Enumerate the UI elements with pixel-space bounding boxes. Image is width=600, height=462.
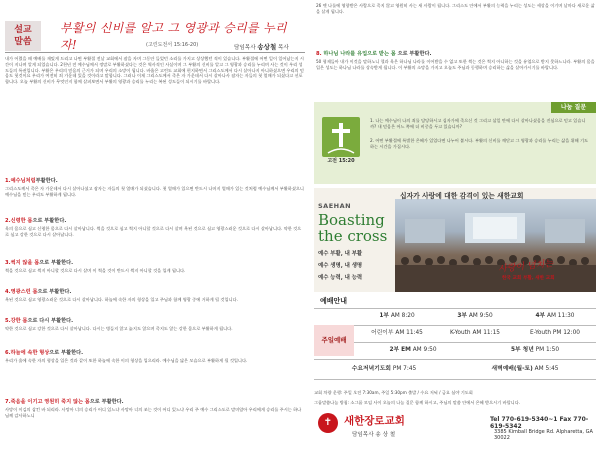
point-body: 썩을 것으로 심고 썩지 아니할 것으로 다시 살며 이 썩을 것이 반드시 썩지 아니할 것을 입게 됩니다. [5, 268, 186, 273]
discussion-question-2: 2. 어떤 부활절에 특별한 은혜가 있었다면 나누어 봅시다. 부활의 신비를 깨닫고 그 영광과 승리를 누리는 삶을 위해 기도하는 시간을 가집시다. [370, 138, 589, 149]
table-line [314, 379, 596, 380]
banner-line-2: 예수 생명, 내 생명 [318, 263, 363, 269]
point-8-num: 8. [316, 51, 322, 57]
table-cell: 새벽예배(월-토) AM 5:45 [491, 366, 559, 372]
table-row [314, 362, 596, 378]
table-cell: 2부 EM AM 9:50 [389, 347, 437, 353]
point-num: 5. [5, 318, 11, 324]
vehicle-note: 교회 차량 운행: 주일 오전 7:30am, 주일 5:30pm 출발 / 수요 저녁 / 금요 심야 기도회 [314, 390, 473, 395]
table-cell: E-Youth PM 12:00 [530, 330, 580, 336]
church-address: 3385 Kimball Bridge Rd. Alpharetta, GA 30022 [494, 429, 593, 441]
group-note: 그룹말씀나눔 방침: 소그룹 모임 사이 오늘의 나눔 질문 함께 하시고, 주님의 말씀 안에서 은혜 받으시기 바랍니다. [314, 400, 521, 405]
banner-script: 사랑이 넘치는 [497, 259, 554, 275]
point-highlight: 영광스런 몸 [10, 289, 38, 295]
sermon-badge [5, 21, 41, 51]
point-heading [5, 350, 305, 357]
point-num: 3. [5, 260, 11, 266]
point-highlight: 강한 몸 [10, 318, 28, 324]
pastor-name: 담임목사 송 상 철 [352, 432, 396, 438]
point-body: 우리가 흙에 속한 자의 형상을 입은 것과 같이 또한 하늘에 속한 이의 형상을 입으리라. 예수님을 닮은 모습으로 부활하게 될 것입니다. [5, 358, 248, 363]
point-num: 7. [5, 399, 11, 405]
church-name: 새한장로교회 [344, 415, 405, 427]
point-highlight: 신령한 몸 [10, 218, 33, 224]
point-rest: 으로 부활한다. [39, 260, 74, 266]
author-suffix: 목사 [278, 45, 289, 51]
point-num: 1. [5, 178, 11, 184]
table-row [314, 309, 596, 325]
banner-line-1: 예수 부활, 내 부활 [318, 251, 363, 257]
worship-title: 예배안내 [320, 297, 348, 305]
table-cell: 어린이부 AM 11:45 [371, 330, 423, 336]
point-heading [5, 289, 305, 296]
table-line [314, 359, 596, 360]
sunday-worship-label: 주일예배 [314, 325, 354, 356]
point-num: 2. [5, 218, 11, 224]
banner-tagline: 십자가 사랑에 대한 감격이 있는 새한교회 [400, 192, 524, 200]
point-heading [5, 218, 305, 225]
point-num: 6. [5, 350, 11, 356]
banner-boasting: Boasting [318, 211, 385, 229]
table-row [314, 343, 596, 359]
point-highlight: 썩지 않을 몸 [10, 260, 40, 266]
banner-the-cross: the cross [318, 227, 388, 245]
point-rest: 으로 부활한다. [32, 218, 67, 224]
sermon-author [234, 42, 289, 51]
church-phone: Tel 770-619-5340~1 Fax 770-619-5342 [490, 416, 589, 430]
table-cell: K-Youth AM 11:15 [450, 330, 500, 336]
point-highlight: 예수님처럼 [10, 178, 36, 184]
table-cell: 수요저녁기도회 PM 7:45 [351, 366, 417, 372]
author-label: 담임목사 [234, 45, 256, 51]
title-divider [5, 52, 305, 53]
congregation-photo [395, 199, 596, 292]
point-num: 4. [5, 289, 11, 295]
point-heading [5, 399, 305, 406]
point-body: 약한 것으로 심고 강한 것으로 다시 살아납니다. 다시는 병들지 않고 늙지도 않으며 죽지도 않는 강한 몸으로 부활하게 됩니다. [5, 326, 233, 331]
point-rest: 으로 부활한다. [37, 289, 72, 295]
table-cell: 5부 청년 PM 1:50 [510, 347, 560, 353]
banner-line-3: 예수 능력, 내 능력 [318, 275, 363, 281]
sermon-intro: 내가 어렸을 때 예배를 재밌게 드리고 나면 부활절 전날 교회에서 잠을 자며 그동안 들었던 소리를 가지고 상상했던 적이 있습니다. 부활절에 어떤 일이 일어났는지 시간이 지나며 알게 되었습니다. 2천년 전 예수님께서 정말로 부활하셨다는 것은 역사적인 사실이며 그 부활의 신비를 알고 그 영광과 승리를 누리며 사는 것이 우리 성도들의 특권입니다. 부활은 우리의 믿음의 근거가 되며 우리의 소망이 됩니다. 바울은 고린도 교회에 편지하면서 그리스도께서 다시 살아나지 아니하셨으면 우리의 믿음도 헛것이요 우리가 여전히 죄 가운데 있을 것이라고 말합니다. 그러나 이제 그리스도께서 죽은 자 가운데서 다시 살아나사 잠자는 자들의 첫 열매가 되셨다고 선포합니다. 오늘 부활의 신비가 무엇인지 함께 살펴보면서 부활의 영광과 승리를 누리는 복된 성도들이 되시기를 바랍니다. [5, 56, 304, 85]
point-body: 육의 몸으로 심고 신령한 몸으로 다시 살아납니다. 썩을 것으로 심고 썩지 아니할 것으로 다시 살며 욕된 것으로 심고 영광스러운 것으로 다시 살아납니다. 약한 것으로 심고 강한 것으로 다시 살아납니다. [5, 226, 302, 237]
point-rest: 으로 부활한다. [49, 350, 84, 356]
point-8-rest: 으로 부활한다. [397, 51, 432, 57]
continued-paragraph: 26 옛 나를에 영향받은 사람으로 죽지 않고 영원히 사는 새 사람이 됩니다. 그리스도 안에서 부활의 능력을 누리는 성도는 세상을 이기며 날마다 새로운 삶을 살게 됩니다. [316, 3, 595, 14]
point-8-heading [316, 51, 596, 58]
point-heading [5, 260, 305, 267]
point-heading [5, 178, 305, 185]
church-logo-icon: ✝ [318, 413, 338, 433]
discussion-ref: 고전 15:20 [327, 158, 355, 164]
point-body: 사망이 이김의 삼킨 바 되리라. 사망아 너의 승리가 어디 있느냐 사망아 너의 쏘는 것이 어디 있느냐 우리 주 예수 그리스도로 말미암아 우리에게 승리를 주시는 하나님께 감사하노니 [5, 407, 302, 418]
author-name: 송상철 [257, 43, 277, 51]
table-cell: 3부 AM 9:50 [457, 313, 493, 319]
table-cell: 1부 AM 8:20 [379, 313, 415, 319]
point-rest: 으로 부활한다. [89, 399, 124, 405]
sermon-badge-line2: 말씀 [14, 37, 32, 47]
point-body: 그리스도께서 죽은 자 가운데서 다시 살아나셨고 잠자는 자들의 첫 열매가 되셨습니다. 첫 열매가 있으면 반드시 나머지 열매가 있는 것처럼 예수님께서 부활하셨으니 예수님을 믿는 우리도 부활하게 됩니다. [5, 186, 304, 197]
table-row [314, 326, 596, 342]
point-body: 욕된 것으로 심고 영광스러운 것으로 다시 살아납니다. 하늘에 속한 자의 형상을 입고 주님과 함께 영광 중에 거하게 될 것입니다. [5, 297, 238, 302]
point-8-body: 50 형제들아 내가 이것을 말하노니 혈과 육은 하나님 나라를 이어받을 수 없고 또한 썩는 것은 썩지 아니하는 것을 유업으로 받지 못하느니라. 부활의 몸을 입은 성도는 하나님 나라를 상속받게 됩니다. 이 부활의 소망을 가지고 오늘도 주님과 동행하며 승리하는 삶을 살아가시기를 바랍니다. [316, 59, 595, 70]
point-highlight: 죽음을 이기고 영원히 죽지 않는 몸 [10, 399, 90, 405]
discussion-question-1: 1. 나는 예수님이 나의 죄를 담당하시고 십자가에 죽으신 것 그리고 삼일 만에 다시 살아나셨음을 진심으로 믿고 있습니까? 내 믿음은 어느 쪽에 더 비중을 두고 있습니까? [370, 118, 586, 129]
sermon-title: 부활의 신비를 알고 그 영광과 승리를 누리자! [60, 21, 287, 52]
point-highlight: 하늘에 속한 형상 [10, 350, 50, 356]
table-cell: 4부 AM 11:30 [535, 313, 575, 319]
sermon-scripture-ref: (고린도전서 15:16-20) [146, 42, 199, 48]
sermon-badge-line1: 설교 [14, 25, 32, 35]
point-rest: 으로 다시 부활한다. [27, 318, 74, 324]
cross-icon [322, 117, 360, 157]
discussion-tab: 나눔 질문 [551, 102, 596, 113]
banner-saehan: SAEHAN [318, 202, 352, 210]
point-heading [5, 318, 305, 325]
point-8-highlight: 하나님 나라를 유업으로 받는 몸 [323, 51, 396, 57]
banner-subtitle: 한국 교회 부활, 새한 교회 [502, 276, 555, 281]
point-rest: 부활한다. [35, 178, 58, 184]
